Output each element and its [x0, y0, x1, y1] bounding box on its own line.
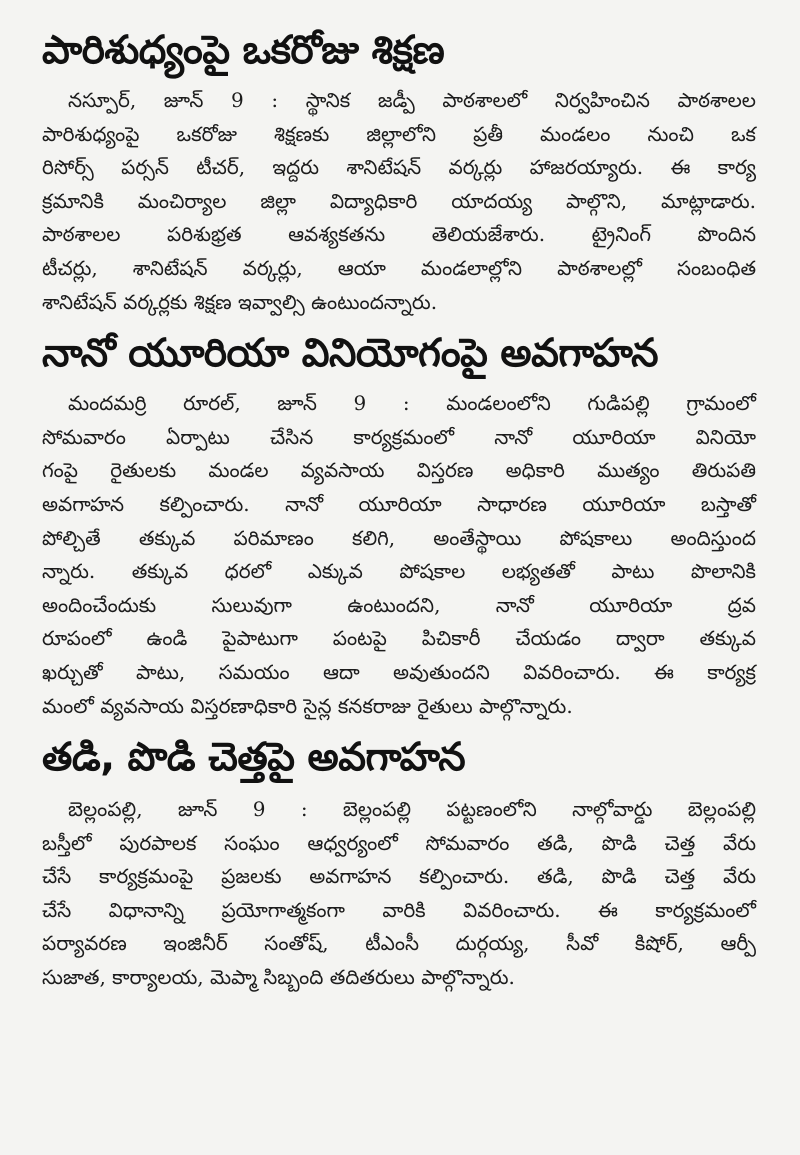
- previous-article-fragment: [42, 0, 756, 8]
- body-line: శానిటేషన్ వర్కర్లకు శిక్షణ ఇవ్వాల్సి ఉంటుందన్నారు.: [42, 289, 438, 314]
- body-line: అందించేందుకు సులువుగా ఉంటుందని, నానో యూరియా ద్రవ: [42, 592, 756, 617]
- article-nano-urea: [42, 327, 756, 723]
- body-line: పారిశుధ్యంపై ఒకరోజు శిక్షణకు జిల్లాలోని ప్రతీ మండలం నుంచి ఒక: [42, 121, 756, 146]
- body-line: పాఠశాలల పరిశుభ్రత ఆవశ్యకతను తెలియజేశారు. ట్రైనింగ్ పొందిన: [42, 222, 756, 247]
- body-line: మందమర్రి రూరల్, జూన్ 9 : మండలంలోని గుడిపల్లి గ్రామంలో: [68, 391, 756, 416]
- body-line: బెల్లంపల్లి, జూన్ 9 : బెల్లంపల్లి పట్టణంలోని నాల్గోవార్డు బెల్లంపల్లి: [68, 797, 756, 822]
- article-headline: పారిశుధ్యంపై ఒకరోజు శిక్షణ: [42, 28, 445, 73]
- article-body: [42, 84, 756, 319]
- body-line: నస్పూర్, జూన్ 9 : స్థానిక జడ్పీ పాఠశాలలో నిర్వహించిన పాఠశాలల: [68, 88, 756, 112]
- body-line: బస్తీలో పురపాలక సంఘం ఆధ్వర్యంలో సోమవారం తడి, పొడి చెత్త వేరు: [42, 830, 756, 855]
- article-headline: నానో యూరియా వినియోగంపై అవగాహన: [42, 331, 658, 377]
- body-line: ఖర్చుతో పాటు, సమయం ఆదా అవుతుందని వివరించారు. ఈ కార్యక్ర: [42, 659, 756, 684]
- article-body: [42, 387, 756, 723]
- body-line: చేసే కార్యక్రమంపై ప్రజలకు అవగాహన కల్పించారు. తడి, పొడి చెత్త వేరు: [42, 864, 756, 889]
- body-line: న్నారు. తక్కువ ధరలో ఎక్కువ పోషకాల లభ్యతతో పాటు పొలానికి: [42, 559, 756, 584]
- body-line: అవగాహన కల్పించారు. నానో యూరియా సాధారణ యూరియా బస్తాతో: [42, 491, 756, 516]
- body-line: రిసోర్స్ పర్సన్ టీచర్, ఇద్దరు శానిటేషన్ వర్కర్లు హాజరయ్యారు. ఈ కార్య: [42, 155, 756, 180]
- body-line: గంపై రైతులకు మండల వ్యవసాయ విస్తరణ అధికారి ముత్యం తిరుపతి: [42, 458, 756, 483]
- body-line: పర్యావరణ ఇంజినీర్ సంతోష్, టీఎంసీ దుర్గయ్య, సీవో కిషోర్, ఆర్పీ: [42, 931, 756, 956]
- next-article-fragment: [42, 1149, 756, 1155]
- body-line: సుజాత, కార్యాలయ, మెప్మా సిబ్బంది తదితరులు పాల్గొన్నారు.: [42, 965, 515, 990]
- body-line: చేసే విధానాన్ని ప్రయోగాత్మకంగా వారికి వివరించారు. ఈ కార్యక్రమంలో: [42, 897, 756, 922]
- body-line: మంలో వ్యవసాయ విస్తరణాధికారి సైన్ల కనకరాజు రైతులు పాల్గొన్నారు.: [42, 693, 573, 718]
- body-line: పోల్చితే తక్కువ పరిమాణం కలిగి, అంతేస్థాయి పోషకాలు అందిస్తుంద: [42, 525, 756, 550]
- body-line: రూపంలో ఉండి పైపాటుగా పంటపై పిచికారీ చేయడం ద్వారా తక్కువ: [42, 626, 756, 651]
- body-line: టీచర్లు, శానిటేషన్ వర్కర్లు, ఆయా మండలాల్లోని పాఠశాలల్లో సంబంధిత: [42, 255, 756, 280]
- article-sanitation-training: [42, 24, 756, 319]
- article-headline: తడి, పొడి చెత్తపై అవగాహన: [42, 735, 466, 781]
- article-waste-segregation: [42, 731, 756, 995]
- article-body: [42, 793, 756, 995]
- body-line: సోమవారం ఏర్పాటు చేసిన కార్యక్రమంలో నానో యూరియా వినియో: [42, 424, 756, 449]
- body-line: క్రమానికి మంచిర్యాల జిల్లా విద్యాధికారి యాదయ్య పాల్గొని, మాట్లాడారు.: [42, 188, 756, 213]
